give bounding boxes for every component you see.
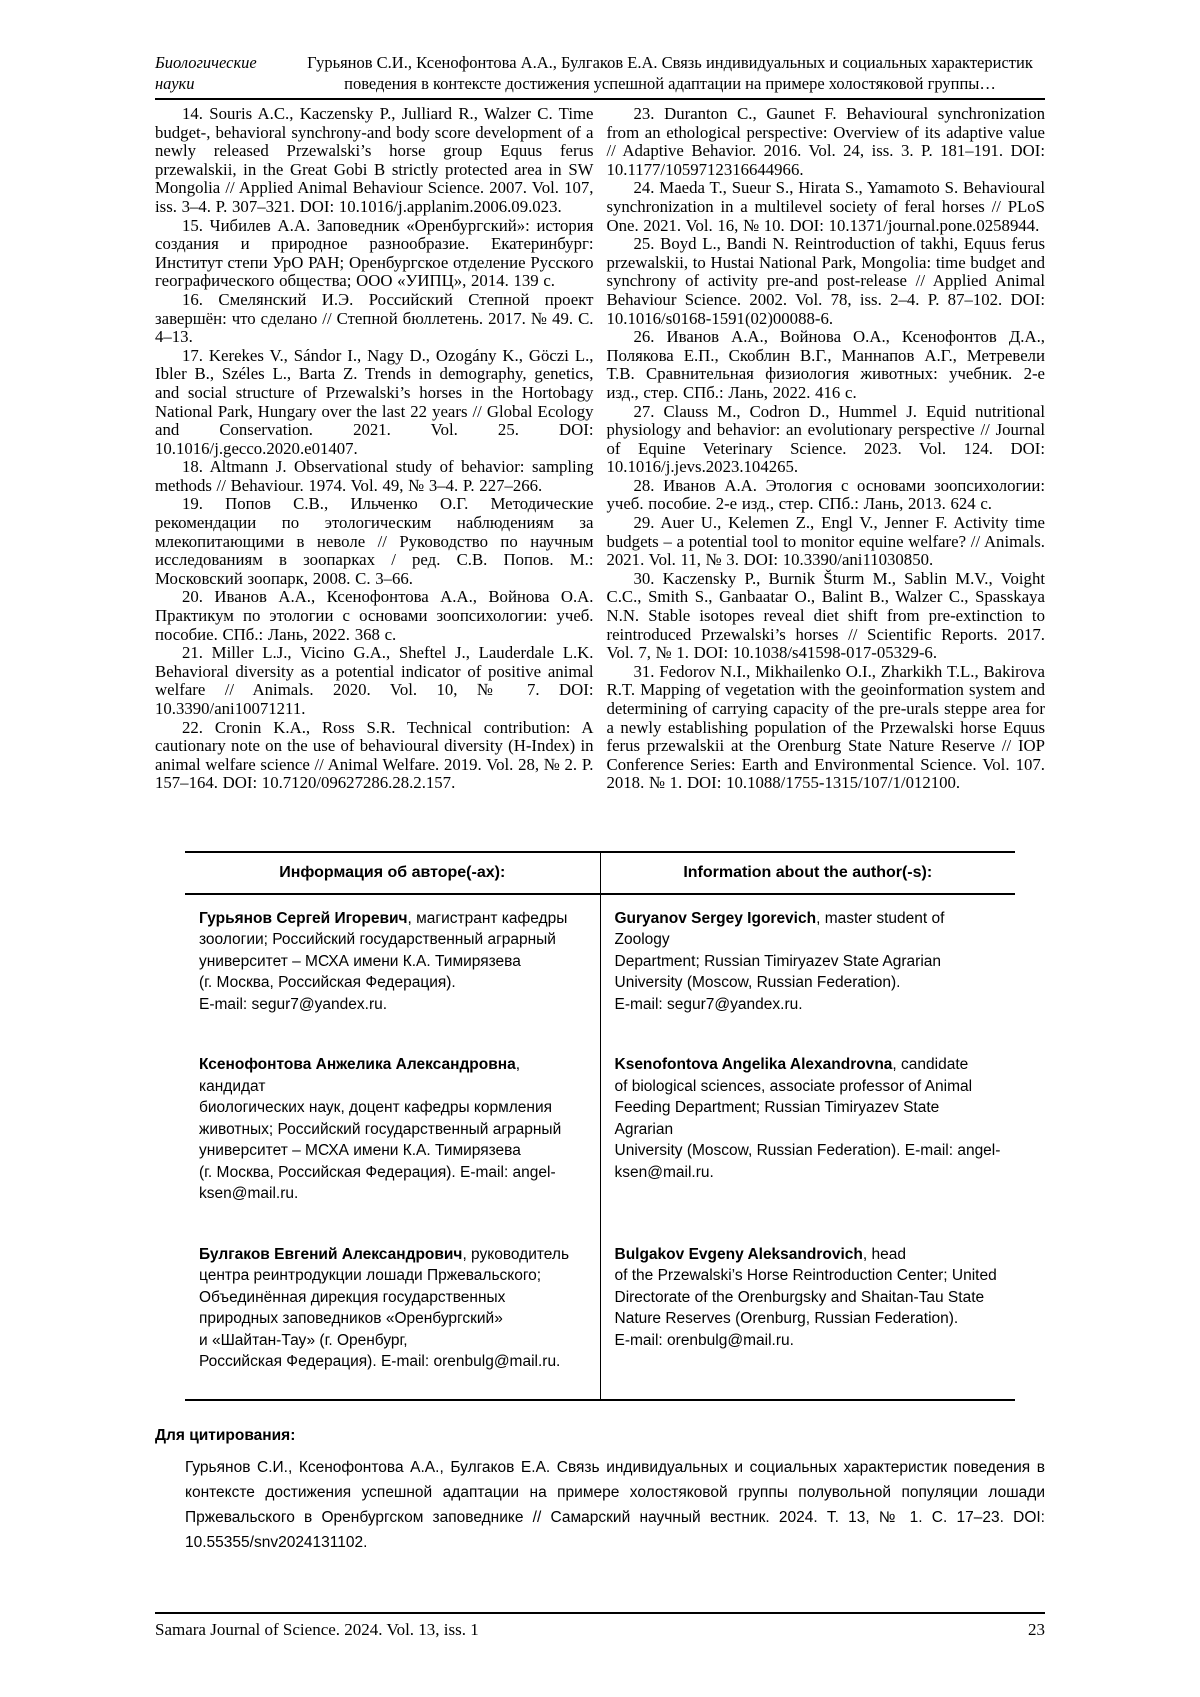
- author-row-bulgakov: [185, 1231, 1015, 1400]
- author-name-en: Bulgakov Evgeny Aleksandrovich: [614, 1245, 863, 1263]
- references-column-left: [155, 105, 594, 793]
- author-details-en: , master student of Zoology Department; Russian Timiryazev State Agrarian University (Moscow, Russian Federation). E-mail: segur7@yandex.ru.: [614, 909, 945, 1013]
- reference-item-27: 27. Clauss M., Codron D., Hummel J. Equid nutritional physiology and behavior: an evolutionary perspective // Journal of Equine Veterinary Science. 2023. Vol. 124. DOI: 10.1016/j.jevs.2023.104265.: [606, 401, 1045, 477]
- reference-item-21: 21. Miller L.J., Vicino G.A., Sheftel J., Lauderdale L.K. Behavioral diversity as a potential indicator of positive animal welfare // Animals. 2020. Vol. 10, № 7. DOI: 10.3390/ani10071211.: [155, 643, 594, 718]
- references-section: [155, 105, 1045, 793]
- author-details-en: , candidate of biological sciences, associate professor of Animal Feeding Department; Russian Timiryazev State Agrarian University (Moscow, Russian Federation). E-mail: angel- ksen@mail.ru.: [614, 1056, 1001, 1181]
- citation-label: Для цитирования:: [155, 1426, 296, 1444]
- author-row-guryanov: [185, 894, 1015, 1042]
- page-footer: [155, 1612, 1045, 1640]
- author-details-ru: , руководитель центра реинтродукции лошади Пржевальского; Объединённая дирекция государственных природных заповедников «Оренбургский» и «Шайтан-Тау» (г. Оренбург, Российская Федерация). E-mail: orenbulg@mail.ru.: [199, 1245, 570, 1371]
- citation-section: [155, 1427, 1045, 1555]
- authors-table-header-row: [185, 852, 1015, 894]
- author-info-ru: [185, 1231, 600, 1400]
- author-details-ru: , кандидат биологических наук, доцент кафедры кормления животных; Российский государственный аграрный университет – МСХА имени К.А. Тимирязева (г. Москва, Российская Федерация). E-mail: angel- ksen@mail.ru.: [199, 1056, 562, 1203]
- reference-item-14: 14. Souris A.C., Kaczensky P., Julliard R., Walzer C. Time budget-, behavioral synchrony-and body score development of a newly released Przewalski’s horse group Equus ferus przewalskii, in the Great Gobi B strictly protected area in SW Mongolia // Applied Animal Behaviour Science. 2007. Vol. 107, iss. 3–4. P. 307–321. DOI: 10.1016/j.applanim.2006.09.023.: [155, 104, 594, 216]
- citation-text: Гурьянов С.И., Ксенофонтова А.А., Булгаков Е.А. Связь индивидуальных и социальных характеристик поведения в контексте достижения успешной адаптации на примере холостяковой группы полувольной популяции лошади Пржевальского в Оренбургском заповеднике // Самарский научный вестник. 2024. Т. 13, № 1. С. 17–23. DOI: 10.55355/snv2024131102.: [185, 1458, 1045, 1551]
- reference-item-28: 28. Иванов А.А. Этология с основами зоопсихологии: учеб. пособие. 2-е изд., стер. СПб.: Лань, 2013. 624 с.: [606, 475, 1045, 514]
- reference-item-23: 23. Duranton C., Gaunet F. Behavioural synchronization from an ethological perspective: Overview of its adaptive value // Adaptive Behavior. 2016. Vol. 24, iss. 3. P. 181–191. DOI: 10.1177/1059712316644966.: [606, 104, 1045, 179]
- author-name-ru: Гурьянов Сергей Игоревич: [199, 909, 408, 927]
- running-title: [295, 52, 1045, 94]
- reference-item-17: 17. Kerekes V., Sándor I., Nagy D., Ozogány K., Göczi L., Ibler B., Széles L., Barta Z. Trends in demography, genetics, and social structure of Przewalski’s horses in the Hortobagy National Park, Hungary over the last 22 years // Global Ecology and Conservation. 2021. Vol. 25. DOI: 10.1016/j.gecco.2020.e01407.: [155, 345, 594, 458]
- reference-item-15: 15. Чибилев А.А. Заповедник «Оренбургский»: история создания и природное разнообразие. Екатеринбург: Институт степи УрО РАН; Оренбургское отделение Русского географического общества; ООО «УИПЦ», 2014. 139 с.: [155, 215, 594, 291]
- author-info-en: [600, 1041, 1015, 1231]
- reference-item-16: 16. Смелянский И.Э. Российский Степной проект завершён: что сделано // Степной бюллетень. 2017. № 49. С. 4–13.: [155, 289, 594, 347]
- section-rubric: Биологические науки: [155, 53, 257, 93]
- references-column-right: [607, 105, 1046, 793]
- journal-title: Samara Journal of Science. 2024. Vol. 13, iss. 1: [155, 1620, 479, 1639]
- author-name-en: Ksenofontova Angelika Alexandrovna: [614, 1056, 893, 1074]
- reference-item-18: 18. Altmann J. Observational study of behavior: sampling methods // Behaviour. 1974. Vol. 49, № 3–4. P. 227–266.: [155, 457, 594, 495]
- running-title-line2: поведения в контексте достижения успешной адаптации на примере холостяковой группы…: [344, 74, 996, 93]
- footer-divider: [155, 1612, 1045, 1614]
- reference-item-31: 31. Fedorov N.I., Mikhailenko O.I., Zharkikh T.L., Bakirova R.T. Mapping of vegetation with the geoinformation system and determining of carrying capacity of the pre-urals steppe area for a newly establishing population of the Przewalski horse Equus ferus przewalskii at the Orenburg State Nature Reserve // IOP Conference Series: Earth and Environmental Science. Vol. 107. 2018. № 1. DOI: 10.1088/1755-1315/107/1/012100.: [606, 661, 1045, 793]
- authors-info-table: [185, 851, 1015, 1401]
- reference-item-25: 25. Boyd L., Bandi N. Reintroduction of takhi, Equus ferus przewalskii, to Hustai National Park, Mongolia: time budget and synchrony of activity pre-and post-release // Applied Animal Behaviour Science. 2002. Vol. 78, iss. 2–4. P. 87–102. DOI: 10.1016/s0168-1591(02)00088-6.: [606, 234, 1045, 328]
- running-title-line1: Гурьянов С.И., Ксенофонтова А.А., Булгаков Е.А. Связь индивидуальных и социальных характеристик: [307, 53, 1033, 72]
- reference-item-22: 22. Cronin K.A., Ross S.R. Technical contribution: A cautionary note on the use of behavioural diversity (H-Index) in animal welfare science // Animal Welfare. 2019. Vol. 28, № 2. P. 157–164. DOI: 10.7120/09627286.28.2.157.: [155, 717, 594, 793]
- author-info-ru: [185, 894, 600, 1042]
- reference-item-26: 26. Иванов А.А., Войнова О.А., Ксенофонтов Д.А., Полякова Е.П., Скоблин В.Г., Маннапов А.Г., Метревели Т.В. Сравнительная физиология животных: учебник. 2-е изд., стер. СПб.: Лань, 2022. 416 с.: [606, 327, 1045, 402]
- page-number: 23: [1028, 1620, 1045, 1639]
- reference-item-24: 24. Maeda T., Sueur S., Hirata S., Yamamoto S. Behavioural synchronization in a multilevel society of feral horses // PLoS One. 2021. Vol. 16, № 10. DOI: 10.1371/journal.pone.0258944.: [606, 178, 1045, 235]
- page-header: [155, 52, 1045, 94]
- reference-item-20: 20. Иванов А.А., Ксенофонтова А.А., Войнова О.А. Практикум по этологии с основами зоопсихологии: учеб. пособие. СПб.: Лань, 2022. 368 с.: [155, 587, 594, 644]
- header-divider: [155, 98, 1045, 100]
- reference-item-29: 29. Auer U., Kelemen Z., Engl V., Jenner F. Activity time budgets – a potential tool to monitor equine welfare? // Animals. 2021. Vol. 11, № 3. DOI: 10.3390/ani11030850.: [606, 513, 1045, 570]
- authors-table-header-ru: Информация об авторе(-ах):: [185, 852, 600, 894]
- author-name-en: Guryanov Sergey Igorevich: [614, 909, 817, 927]
- authors-table-header-en: Information about the author(-s):: [600, 852, 1015, 894]
- author-name-ru: Булгаков Евгений Александрович: [199, 1245, 463, 1263]
- reference-item-30: 30. Kaczensky P., Burnik Šturm M., Sablin M.V., Voight C.C., Smith S., Ganbaatar O., Balint B., Walzer C., Spasskaya N.N. Stable isotopes reveal diet shift from pre-extinction to reintroduced Przewalski’s horses // Scientific Reports. 2017. Vol. 7, № 1. DOI: 10.1038/s41598-017-05329-6.: [606, 568, 1045, 663]
- author-row-ksenofontova: [185, 1041, 1015, 1231]
- reference-item-19: 19. Попов С.В., Ильченко О.Г. Методические рекомендации по этологическим наблюдениям за млекопитающими в неволе // Руководство по научным исследованиям в зоопарках / ред. С.В. Попов. М.: Московский зоопарк, 2008. С. 3–66.: [155, 494, 594, 588]
- author-details-en: , head of the Przewalski’s Horse Reintroduction Center; United Directorate of the Orenburgsky and Shaitan-Tau State Nature Reserves (Orenburg, Russian Federation). E-mail: orenbulg@mail.ru.: [614, 1245, 997, 1349]
- author-info-ru: [185, 1041, 600, 1231]
- author-info-en: [600, 894, 1015, 1042]
- author-name-ru: Ксенофонтова Анжелика Александровна: [199, 1056, 516, 1074]
- author-info-en: [600, 1231, 1015, 1400]
- author-details-ru: , магистрант кафедры зоологии; Российский государственный аграрный университет – МСХА имени К.А. Тимирязева (г. Москва, Российская Федерация). E-mail: segur7@yandex.ru.: [199, 909, 568, 1013]
